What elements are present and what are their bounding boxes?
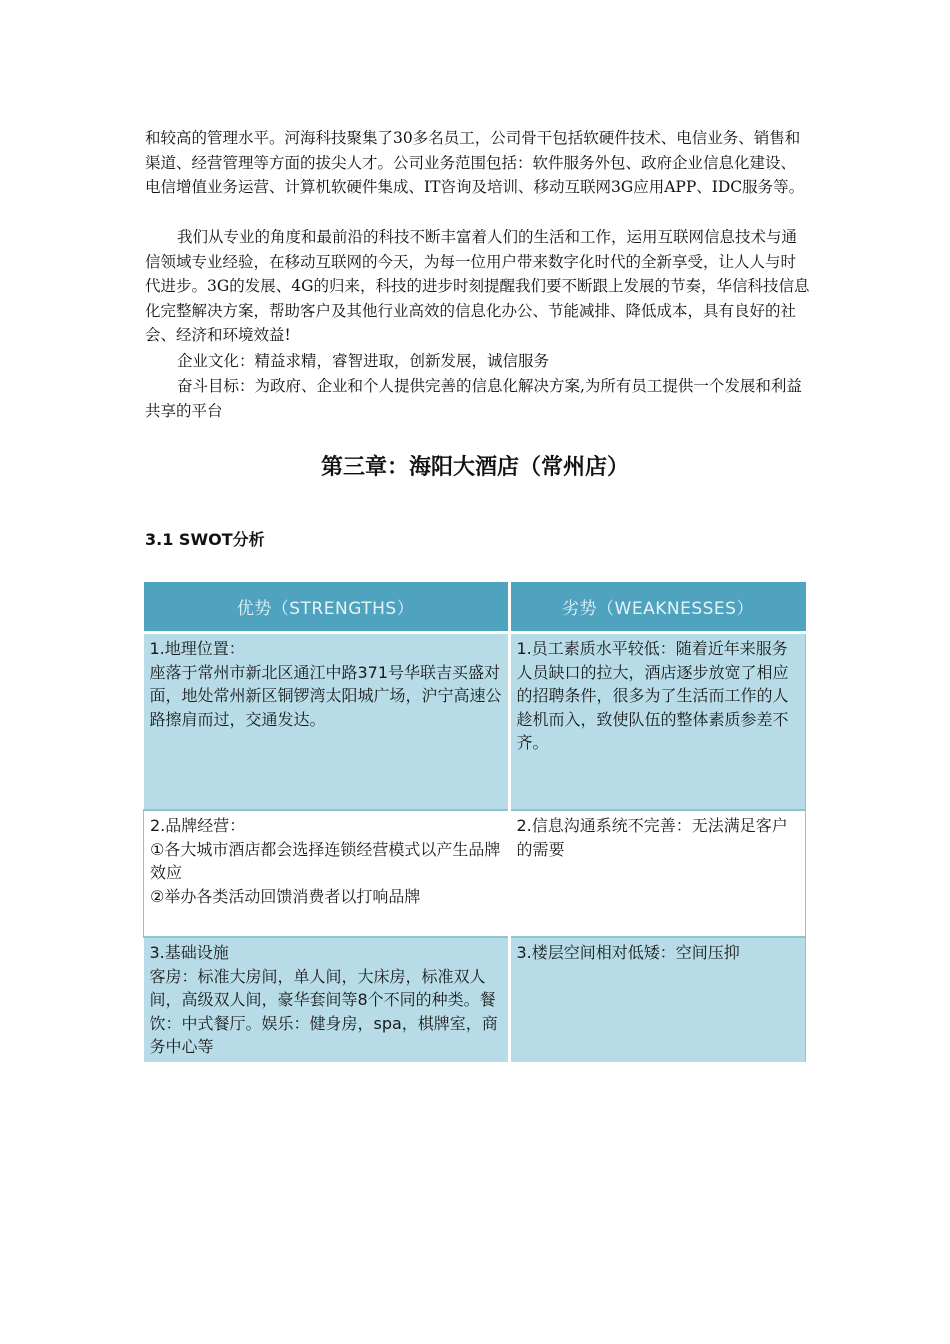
strength-text: 座落于常州市新北区通江中路371号华联吉买盛对面，地处常州新区铜锣湾太阳城广场，沪宁高速公路擦肩而过，交通发达。 bbox=[149, 662, 502, 729]
weakness-text: 1.员工素质水平较低：随着近年来服务人员缺口的拉大，酒店逐步放宽了相应的招聘条件，很多为了生活而工作的人趁机而入，致使队伍的整体素质参差不齐。 bbox=[516, 639, 789, 752]
strength-cell bbox=[144, 810, 510, 937]
body-paragraph-culture: 企业文化：精益求精，睿智进取，创新发展，诚信服务 bbox=[177, 352, 550, 370]
strength-text: ①各大城市酒店都会选择连锁经营模式以产生品牌效应 bbox=[150, 839, 501, 882]
strength-title: 2.品牌经营： bbox=[150, 816, 246, 835]
weakness-cell bbox=[509, 633, 806, 811]
swot-row bbox=[144, 810, 806, 937]
swot-row bbox=[144, 937, 806, 1062]
strength-title: 3.基础设施 bbox=[149, 943, 229, 962]
weakness-text: 2.信息沟通系统不完善：无法满足客户的需要 bbox=[516, 816, 788, 859]
body-paragraph-goal: 奋斗目标：为政府、企业和个人提供完善的信息化解决方案,为所有员工提供一个发展和利益共享的平台 bbox=[145, 377, 802, 420]
weakness-text: 3.楼层空间相对低矮：空间压抑 bbox=[516, 943, 740, 962]
chapter-title: 第三章：海阳大酒店（常州店） bbox=[320, 455, 629, 480]
swot-row bbox=[144, 633, 806, 811]
swot-table-container bbox=[143, 582, 806, 1056]
weaknesses-header: 劣势（WEAKNESSES） bbox=[509, 582, 806, 633]
strength-cell bbox=[144, 937, 510, 1062]
swot-table bbox=[143, 582, 806, 1062]
strength-text: 客房：标准大房间，单人间，大床房，标准双人间，高级双人间，豪华套间等8个不同的种类。餐饮：中式餐厅。娱乐：健身房，spa，棋牌室，商务中心等 bbox=[149, 966, 498, 1056]
strength-text: ②举办各类活动回馈消费者以打响品牌 bbox=[150, 886, 421, 906]
swot-header-row bbox=[144, 582, 806, 633]
weakness-cell bbox=[509, 937, 806, 1062]
strength-title: 1.地理位置： bbox=[149, 639, 245, 658]
section-title: 3.1 SWOT分析 bbox=[145, 530, 265, 549]
strength-cell bbox=[144, 633, 510, 811]
strengths-header: 优势（STRENGTHS） bbox=[144, 582, 510, 633]
body-paragraph-company-scope: 和较高的管理水平。河海科技聚集了30多名员工，公司骨干包括软硬件技术、电信业务、销售和渠道、经营管理等方面的拔尖人才。公司业务范围包括：软件服务外包、政府企业信息化建设、电信增值业务运营、计算机软硬件集成、IT咨询及培训、移动互联网3G应用APP、IDC服务等。 bbox=[145, 129, 805, 196]
weakness-cell bbox=[509, 810, 806, 937]
body-paragraph-mission: 我们从专业的角度和最前沿的科技不断丰富着人们的生活和工作，运用互联网信息技术与通信领域专业经验，在移动互联网的今天，为每一位用户带来数字化时代的全新享受，让人人与时代进步。3G的发展、4G的归来，科技的进步时刻提醒我们要不断跟上发展的节奏，华信科技信息化完整解决方案，帮助客户及其他行业高效的信息化办公、节能减排、降低成本，具有良好的社会、经济和环境效益! bbox=[145, 228, 810, 344]
